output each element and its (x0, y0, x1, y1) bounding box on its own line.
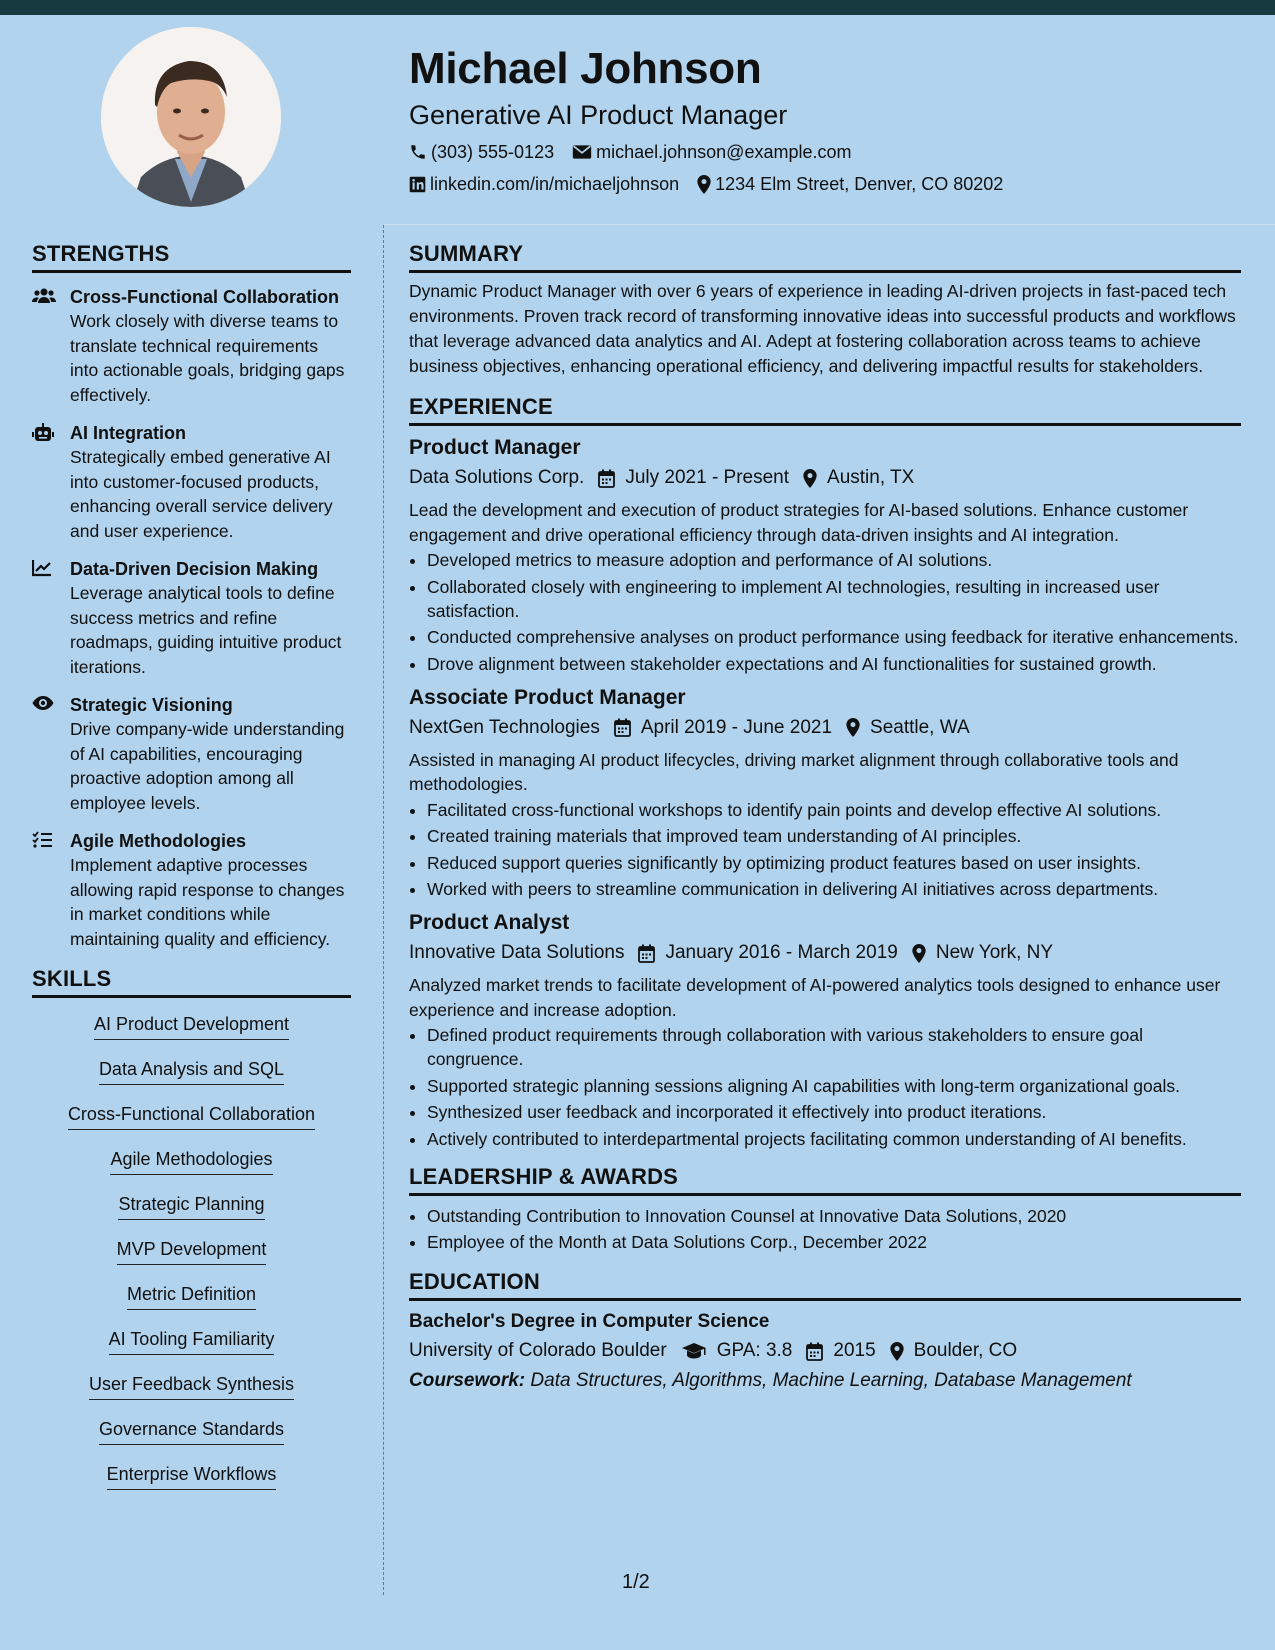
job-role: Product Analyst (409, 911, 570, 934)
map-pin-icon (890, 1342, 904, 1361)
job-meta (409, 939, 1241, 967)
header (409, 40, 1249, 196)
job-bullet: • Created training materials that improved team understanding of AI principles. (427, 824, 1241, 848)
linkedin-contact (409, 172, 679, 196)
email-contact (572, 140, 851, 164)
award-item: • Outstanding Contribution to Innovation Counsel at Innovative Data Solutions, 2020 (427, 1204, 1241, 1228)
list-check-icon (32, 831, 52, 849)
column-divider (383, 225, 384, 1595)
job-bullet: • Synthesized user feedback and incorporated it effectively into product iterations. (427, 1100, 1241, 1124)
coursework-label: Coursework: (409, 1370, 526, 1391)
skill-item: Agile Methodologies (110, 1147, 272, 1175)
strength-item (32, 829, 351, 951)
job-meta (409, 714, 1241, 742)
education-meta (409, 1337, 1241, 1365)
job-meta (409, 464, 1241, 492)
strength-description: Work closely with diverse teams to translate technical requirements into actionable goals, bridging gaps effectively. (70, 311, 345, 405)
strength-description: Implement adaptive processes allowing rapid response to changes in market conditions while maintaining quality and efficiency. (70, 855, 345, 949)
linkedin-url[interactable]: linkedin.com/in/michaeljohnson (430, 174, 680, 194)
skill-item: Governance Standards (99, 1417, 284, 1445)
calendar-icon (638, 944, 655, 963)
job-location: Seattle, WA (870, 716, 970, 738)
skill-item: AI Tooling Familiarity (109, 1327, 275, 1355)
map-pin-icon (697, 175, 711, 194)
graduation-cap-icon (681, 1342, 707, 1360)
strength-title: AI Integration (70, 423, 186, 443)
education-heading: EDUCATION (409, 1268, 1241, 1301)
graduation-year: 2015 (833, 1340, 876, 1361)
experience-entry (409, 909, 1241, 1151)
strength-description: Drive company-wide understanding of AI capabilities, encouraging proactive adoption among all employee levels. (70, 719, 345, 813)
job-bullet: • Supported strategic planning sessions aligning AI capabilities with long-term organizational goals. (427, 1074, 1241, 1098)
skill-item: User Feedback Synthesis (89, 1372, 294, 1400)
profile-photo (101, 27, 281, 207)
strengths-list (32, 285, 351, 951)
map-pin-icon (803, 469, 817, 488)
job-bullet: • Collaborated closely with engineering to implement AI technologies, resulting in increased user satisfaction. (427, 575, 1241, 623)
skill-item: MVP Development (117, 1237, 267, 1265)
job-bullets (409, 1023, 1241, 1151)
job-bullet: • Developed metrics to measure adoption and performance of AI solutions. (427, 548, 1241, 572)
school-name: University of Colorado Boulder (409, 1340, 667, 1361)
skill-item: Cross-Functional Collaboration (68, 1102, 315, 1130)
page-number: 1/2 (622, 1571, 650, 1593)
contact-row-2 (409, 172, 1249, 196)
calendar-icon (598, 469, 615, 488)
school-location: Boulder, CO (913, 1340, 1018, 1361)
degree-name: Bachelor's Degree in Computer Science (409, 1311, 770, 1332)
strength-title: Cross-Functional Collaboration (70, 287, 340, 307)
strength-item (32, 421, 351, 543)
phone-number[interactable]: (303) 555-0123 (431, 142, 555, 162)
job-location: New York, NY (935, 942, 1054, 963)
job-bullets (409, 548, 1241, 676)
street-address: 1234 Elm Street, Denver, CO 80202 (715, 174, 1004, 194)
job-location: Austin, TX (827, 467, 915, 488)
job-bullet: • Drove alignment between stakeholder expectations and AI functionalities for sustained growth. (427, 652, 1241, 676)
skill-item: Strategic Planning (118, 1192, 264, 1220)
calendar-icon (806, 1342, 823, 1361)
job-description: Analyzed market trends to facilitate development of AI-powered analytics tools designed to enhance user experience and increase adoption. (409, 975, 1221, 1020)
skill-item: Metric Definition (127, 1282, 256, 1310)
company-name: Innovative Data Solutions (409, 942, 625, 963)
job-bullet: • Conducted comprehensive analyses on product performance using feedback for iterative enhancements. (427, 625, 1241, 649)
job-dates: January 2016 - March 2019 (665, 942, 898, 963)
job-bullet: • Facilitated cross-functional workshops to identify pain points and develop effective AI solutions. (427, 798, 1241, 822)
left-column (32, 240, 351, 1507)
skills-list (32, 1012, 351, 1507)
candidate-title: Generative AI Product Manager (409, 100, 788, 130)
chart-line-icon (32, 559, 52, 577)
linkedin-icon (409, 176, 426, 193)
top-accent-bar (0, 0, 1275, 15)
skill-item: AI Product Development (94, 1012, 289, 1040)
job-bullet: • Reduced support queries significantly by optimizing product features based on user insights. (427, 851, 1241, 875)
robot-icon (32, 423, 54, 443)
header-rule (384, 224, 1275, 225)
awards-list (409, 1204, 1241, 1255)
job-bullets (409, 798, 1241, 902)
job-dates: July 2021 - Present (625, 467, 790, 488)
experience-heading: EXPERIENCE (409, 393, 1241, 426)
skill-item: Data Analysis and SQL (99, 1057, 284, 1085)
strength-item (32, 693, 351, 815)
experience-entry (409, 684, 1241, 902)
strength-description: Strategically embed generative AI into customer-focused products, enhancing overall service delivery and user experience. (70, 447, 333, 541)
gpa: GPA: 3.8 (716, 1340, 793, 1361)
summary-heading: SUMMARY (409, 240, 1241, 273)
experience-entry (409, 434, 1241, 676)
users-icon (32, 287, 56, 305)
calendar-icon (614, 718, 631, 737)
summary-text: Dynamic Product Manager with over 6 years of experience in leading AI-driven projects in fast-paced tech environments. Proven track record of transforming innovative ideas into successful products and workflows that leverage advanced data analytics and AI. Adept at fostering collaboration across teams to achieve business objectives, enhancing operational efficiency, and delivering impactful results for stakeholders. (409, 281, 1236, 376)
right-column (409, 240, 1241, 1395)
skills-heading: SKILLS (32, 965, 351, 998)
strength-description: Leverage analytical tools to define success metrics and refine roadmaps, guiding intuitive product iterations. (70, 583, 342, 677)
company-name: Data Solutions Corp. (409, 467, 585, 488)
job-description: Assisted in managing AI product lifecycles, driving market alignment through collaborative tools and methodologies. (409, 749, 1179, 794)
strength-item (32, 557, 351, 679)
job-role: Product Manager (409, 436, 581, 459)
phone-icon (409, 143, 427, 161)
email-address[interactable]: michael.johnson@example.com (596, 142, 852, 162)
strength-title: Data-Driven Decision Making (70, 559, 319, 579)
strength-title: Agile Methodologies (70, 831, 247, 851)
contact-row-1 (409, 140, 1249, 164)
address-contact (697, 172, 1003, 196)
candidate-name: Michael Johnson (409, 44, 762, 93)
job-role: Associate Product Manager (409, 685, 686, 709)
map-pin-icon (846, 718, 860, 737)
job-bullet: • Worked with peers to streamline communication in delivering AI initiatives across departments. (427, 877, 1241, 901)
job-bullet: • Defined product requirements through collaboration with various stakeholders to ensure goal congruence. (427, 1023, 1241, 1071)
map-pin-icon (912, 944, 926, 963)
strength-item (32, 285, 351, 407)
awards-heading: LEADERSHIP & AWARDS (409, 1163, 1241, 1196)
award-item: • Employee of the Month at Data Solutions Corp., December 2022 (427, 1230, 1241, 1254)
job-dates: April 2019 - June 2021 (640, 716, 833, 738)
company-name: NextGen Technologies (409, 716, 600, 738)
job-bullet: • Actively contributed to interdepartmental projects facilitating common understanding of AI benefits. (427, 1127, 1241, 1151)
eye-icon (32, 695, 54, 711)
coursework-list: Data Structures, Algorithms, Machine Learning, Database Management (530, 1370, 1132, 1391)
job-description: Lead the development and execution of product strategies for AI-based solutions. Enhance customer engagement and drive operational efficiency through data-driven insights and AI integration. (409, 500, 1189, 545)
strengths-heading: STRENGTHS (32, 240, 351, 273)
coursework (409, 1367, 1241, 1395)
skill-item: Enterprise Workflows (107, 1462, 277, 1490)
envelope-icon (572, 143, 592, 161)
strength-title: Strategic Visioning (70, 695, 233, 715)
phone-contact (409, 140, 554, 164)
